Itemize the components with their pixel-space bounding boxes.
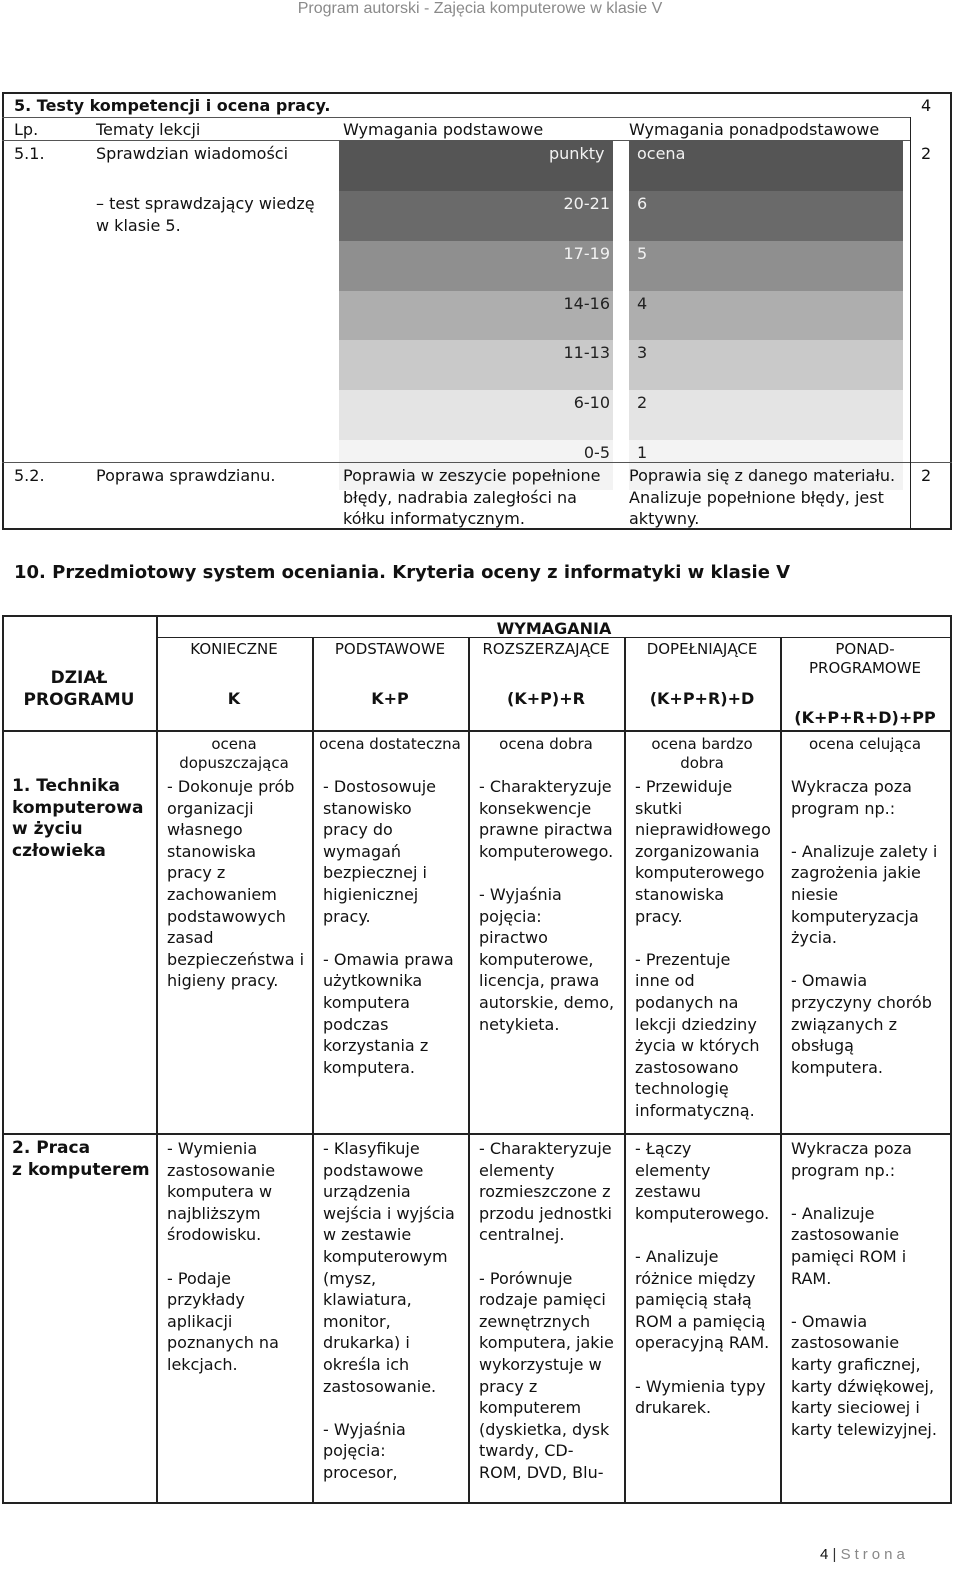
row-number: 5.2. bbox=[14, 466, 45, 485]
level-grade: ocena dostateczna bbox=[319, 735, 461, 753]
criteria-cell: - Przewiduje skutki nieprawidłowego zorganizowania komputerowego stanowiska pracy. - Prezentuje inne od podanych na lekcji dziedziny życia w których zastosowano technologię informatyczną. bbox=[635, 777, 771, 1120]
basic-requirements: Poprawia w zeszycie popełnione błędy, nadrabia zaległości na kółku informatycznym. bbox=[343, 466, 601, 529]
criteria-cell: - Klasyfikuje podstawowe urządzenia wejścia i wyjścia w zestawie komputerowym (mysz, klawiatura, monitor, drukarka) i określa ich zastosowanie. - Wyjaśnia pojęcia: procesor, bbox=[323, 1139, 455, 1482]
level-name: DOPEŁNIAJĄCE bbox=[646, 640, 758, 658]
criteria-cell: Wykracza poza program np.: - Analizuje zastosowanie pamięci ROM i RAM. - Omawia zastosowanie karty graficznej, karty dźwiękowej, karty sieciowej i karty telewizyjnej. bbox=[791, 1139, 937, 1439]
row-hours: 2 bbox=[921, 466, 932, 485]
page-header: Program autorski - Zajęcia komputerowe w klasie V bbox=[297, 0, 663, 17]
level-code: (K+P+R)+D bbox=[649, 689, 755, 708]
row-topic: Sprawdzian wiadomości bbox=[96, 144, 289, 163]
scale-points: 6-10 bbox=[573, 393, 610, 413]
scale-grade: 5 bbox=[637, 243, 648, 263]
points-header: punkty bbox=[549, 144, 605, 163]
level-code: K+P bbox=[371, 689, 409, 708]
level-name: PODSTAWOWE bbox=[334, 640, 446, 658]
scale-band bbox=[629, 291, 903, 341]
section-hours: 4 bbox=[921, 96, 932, 115]
col-lp: Lp. bbox=[14, 120, 39, 139]
criteria-cell: Wykracza poza program np.: - Analizuje zalety i zagrożenia jakie niesie komputeryzacja życia. - Omawia przyczyny chorób związanych z obsługą komputera. bbox=[791, 777, 938, 1077]
level-grade: ocena celująca bbox=[808, 735, 922, 753]
level-name: PONAD- PROGRAMOWE bbox=[808, 640, 922, 677]
row-description: – test sprawdzający wiedzę w klasie 5. bbox=[96, 194, 315, 235]
criteria-cell: - Dostosowuje stanowisko pracy do wymagań bezpiecznej i higienicznej pracy. - Omawia prawa użytkownika komputera podczas korzystania z komputera. bbox=[323, 777, 454, 1077]
criteria-cell: - Charakteryzuje elementy rozmieszczone z przodu jednostki centralnej. - Porównuje rodzaje pamięci zewnętrznych komputera, jakie wykorzystuje w pracy z komputerem (dyskietka, dysk twardy, CD- ROM, DVD, Blu- bbox=[479, 1139, 614, 1482]
col-advanced: Wymagania ponadpodstawowe bbox=[629, 120, 880, 139]
scale-points: 11-13 bbox=[563, 343, 610, 363]
criteria-cell: - Dokonuje prób organizacji własnego stanowiska pracy z zachowaniem podstawowych zasad bezpieczeństwa i higieny pracy. bbox=[167, 777, 305, 991]
scale-band bbox=[629, 241, 903, 291]
dzial-name: 2. Praca z komputerem bbox=[12, 1138, 150, 1180]
scale-band bbox=[629, 340, 903, 390]
criteria-cell: - Charakteryzuje konsekwencje prawne piractwa komputerowego. - Wyjaśnia pojęcia: piractwo komputerowe, licencja, prawa autorskie, demo, netykieta. bbox=[479, 777, 615, 1034]
scale-grade: 1 bbox=[637, 443, 648, 462]
level-grade: ocena bardzo dobra bbox=[651, 735, 753, 772]
criteria-cell: - Łączy elementy zestawu komputerowego. - Analizuje różnice między pamięcią stałą ROM a pamięcią operacyjną RAM. - Wymienia typy drukarek. bbox=[635, 1139, 770, 1418]
section-heading: 10. Przedmiotowy system oceniania. Kryteria oceny z informatyki w klasie V bbox=[14, 562, 791, 583]
col-topics: Tematy lekcji bbox=[96, 120, 201, 139]
footer-separator: | bbox=[832, 1546, 837, 1563]
scale-band bbox=[629, 191, 903, 241]
row-topic: Poprawa sprawdzianu. bbox=[96, 466, 276, 485]
page-number: 4 bbox=[820, 1546, 829, 1563]
scale-points: 14-16 bbox=[563, 293, 610, 313]
level-grade: ocena dobra bbox=[499, 735, 593, 753]
level-grade: ocena dopuszczająca bbox=[179, 735, 289, 772]
col-basic: Wymagania podstawowe bbox=[343, 120, 544, 139]
advanced-requirements: Poprawia się z danego materiału. Analizuje popełnione błędy, jest aktywny. bbox=[629, 466, 896, 529]
scale-band bbox=[629, 390, 903, 440]
scale-grade: 6 bbox=[637, 194, 648, 213]
scale-points: 0-5 bbox=[583, 443, 610, 462]
scale-points: 17-19 bbox=[563, 243, 610, 263]
scale-grade: 4 bbox=[637, 293, 648, 313]
level-code: (K+P+R+D)+PP bbox=[794, 708, 936, 727]
wymagania-header: WYMAGANIA bbox=[496, 619, 612, 638]
criteria-cell: - Wymienia zastosowanie komputera w najbliższym środowisku. - Podaje przykłady aplikacji poznanych na lekcjach. bbox=[167, 1139, 279, 1374]
level-name: ROZSZERZAJĄCE bbox=[482, 640, 610, 658]
row-number: 5.1. bbox=[14, 144, 45, 163]
scale-grade: 3 bbox=[637, 343, 648, 363]
level-name: KONIECZNE bbox=[190, 640, 278, 658]
dzial-header: DZIAŁ PROGRAMU bbox=[23, 668, 135, 710]
level-code: K bbox=[227, 689, 241, 708]
scale-points: 20-21 bbox=[563, 194, 610, 213]
row-hours: 2 bbox=[921, 144, 932, 163]
dzial-name: 1. Technika komputerowa w życiu człowieka bbox=[12, 776, 144, 861]
section-title: 5. Testy kompetencji i ocena pracy. bbox=[14, 96, 331, 115]
footer-label: Strona bbox=[840, 1546, 909, 1563]
scale-grade: 2 bbox=[637, 393, 648, 413]
page-footer bbox=[820, 1546, 909, 1563]
grade-header: ocena bbox=[637, 144, 686, 163]
level-code: (K+P)+R bbox=[507, 689, 585, 708]
